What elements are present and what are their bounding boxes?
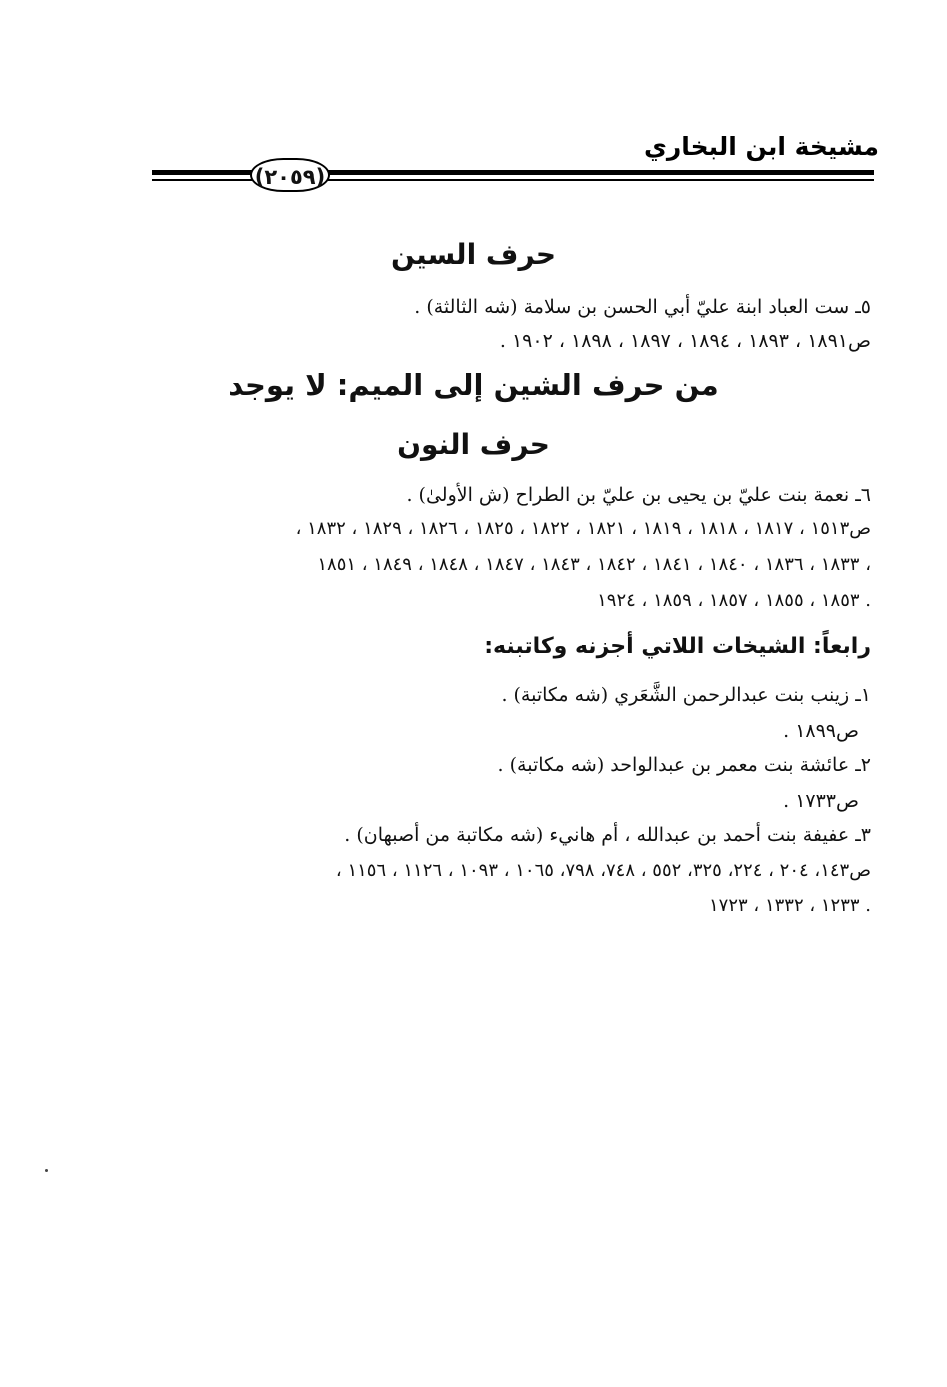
entry-fourth-1-line: ١ـ زينب بنت عبدالرحمن الشَّعَري (شه مكاتبة) .: [501, 684, 871, 706]
entry-fourth-2-line: ٢ـ عائشة بنت معمر بن عبدالواحد (شه مكاتبة) .: [497, 754, 871, 776]
entry-5-line: ٥ـ ست العباد ابنة عليّ أبي الحسن بن سلامة (شه الثالثة) .: [414, 296, 871, 318]
section-heading-sin: حرف السين: [390, 238, 557, 271]
page-number-badge: (٢٠٥٩): [250, 158, 330, 192]
entry-fourth-1-refs: ص١٨٩٩ .: [783, 720, 859, 742]
entry-6-line: ٦ـ نعمة بنت عليّ بن يحيى بن عليّ بن الطراح (ش الأولىٰ) .: [406, 484, 871, 506]
entry-6-refs-line-1: ص١٥١٣ ، ١٨١٧ ، ١٨١٨ ، ١٨١٩ ، ١٨٢١ ، ١٨٢٢ ، ١٨٢٥ ، ١٨٢٦ ، ١٨٢٩ ، ١٨٣٢ ،: [295, 518, 871, 539]
entry-fourth-3-refs-line-2: ١٢٣٣ ، ١٣٣٢ ، ١٧٢٣ .: [709, 895, 871, 916]
entry-fourth-2-refs: ص١٧٣٣ .: [783, 790, 859, 812]
entry-5-refs: ص١٨٩١ ، ١٨٩٣ ، ١٨٩٤ ، ١٨٩٧ ، ١٨٩٨ ، ١٩٠٢ .: [499, 330, 871, 352]
scan-speck: [45, 1169, 48, 1172]
section-heading-shin-to-mim: من حرف الشين إلى الميم: لا يوجد: [228, 368, 719, 402]
entry-6-refs-line-2: ١٨٣٣ ، ١٨٣٦ ، ١٨٤٠ ، ١٨٤١ ، ١٨٤٢ ، ١٨٤٣ ، ١٨٤٧ ، ١٨٤٨ ، ١٨٤٩ ، ١٨٥١ ،: [317, 554, 871, 575]
running-header-title: مشيخة ابن البخاري: [643, 132, 879, 161]
entry-fourth-3-refs-line-1: ص١٤٣، ٢٠٤ ، ٢٢٤، ٣٢٥، ٥٥٢ ، ٧٤٨، ٧٩٨، ١٠٦٥ ، ١٠٩٣ ، ١١٢٦ ، ١١٥٦ ،: [335, 860, 871, 881]
section-heading-fourth: رابعاً: الشيخات اللاتي أجزنه وكاتبنه:: [484, 634, 871, 659]
entry-fourth-3-line: ٣ـ عفيفة بنت أحمد بن عبدالله ، أم هانيء (شه مكاتبة من أصبهان) .: [344, 824, 871, 846]
entry-6-refs-line-3: ١٨٥٣ ، ١٨٥٥ ، ١٨٥٧ ، ١٨٥٩ ، ١٩٢٤ .: [597, 590, 871, 611]
section-heading-nun: حرف النون: [397, 428, 550, 461]
